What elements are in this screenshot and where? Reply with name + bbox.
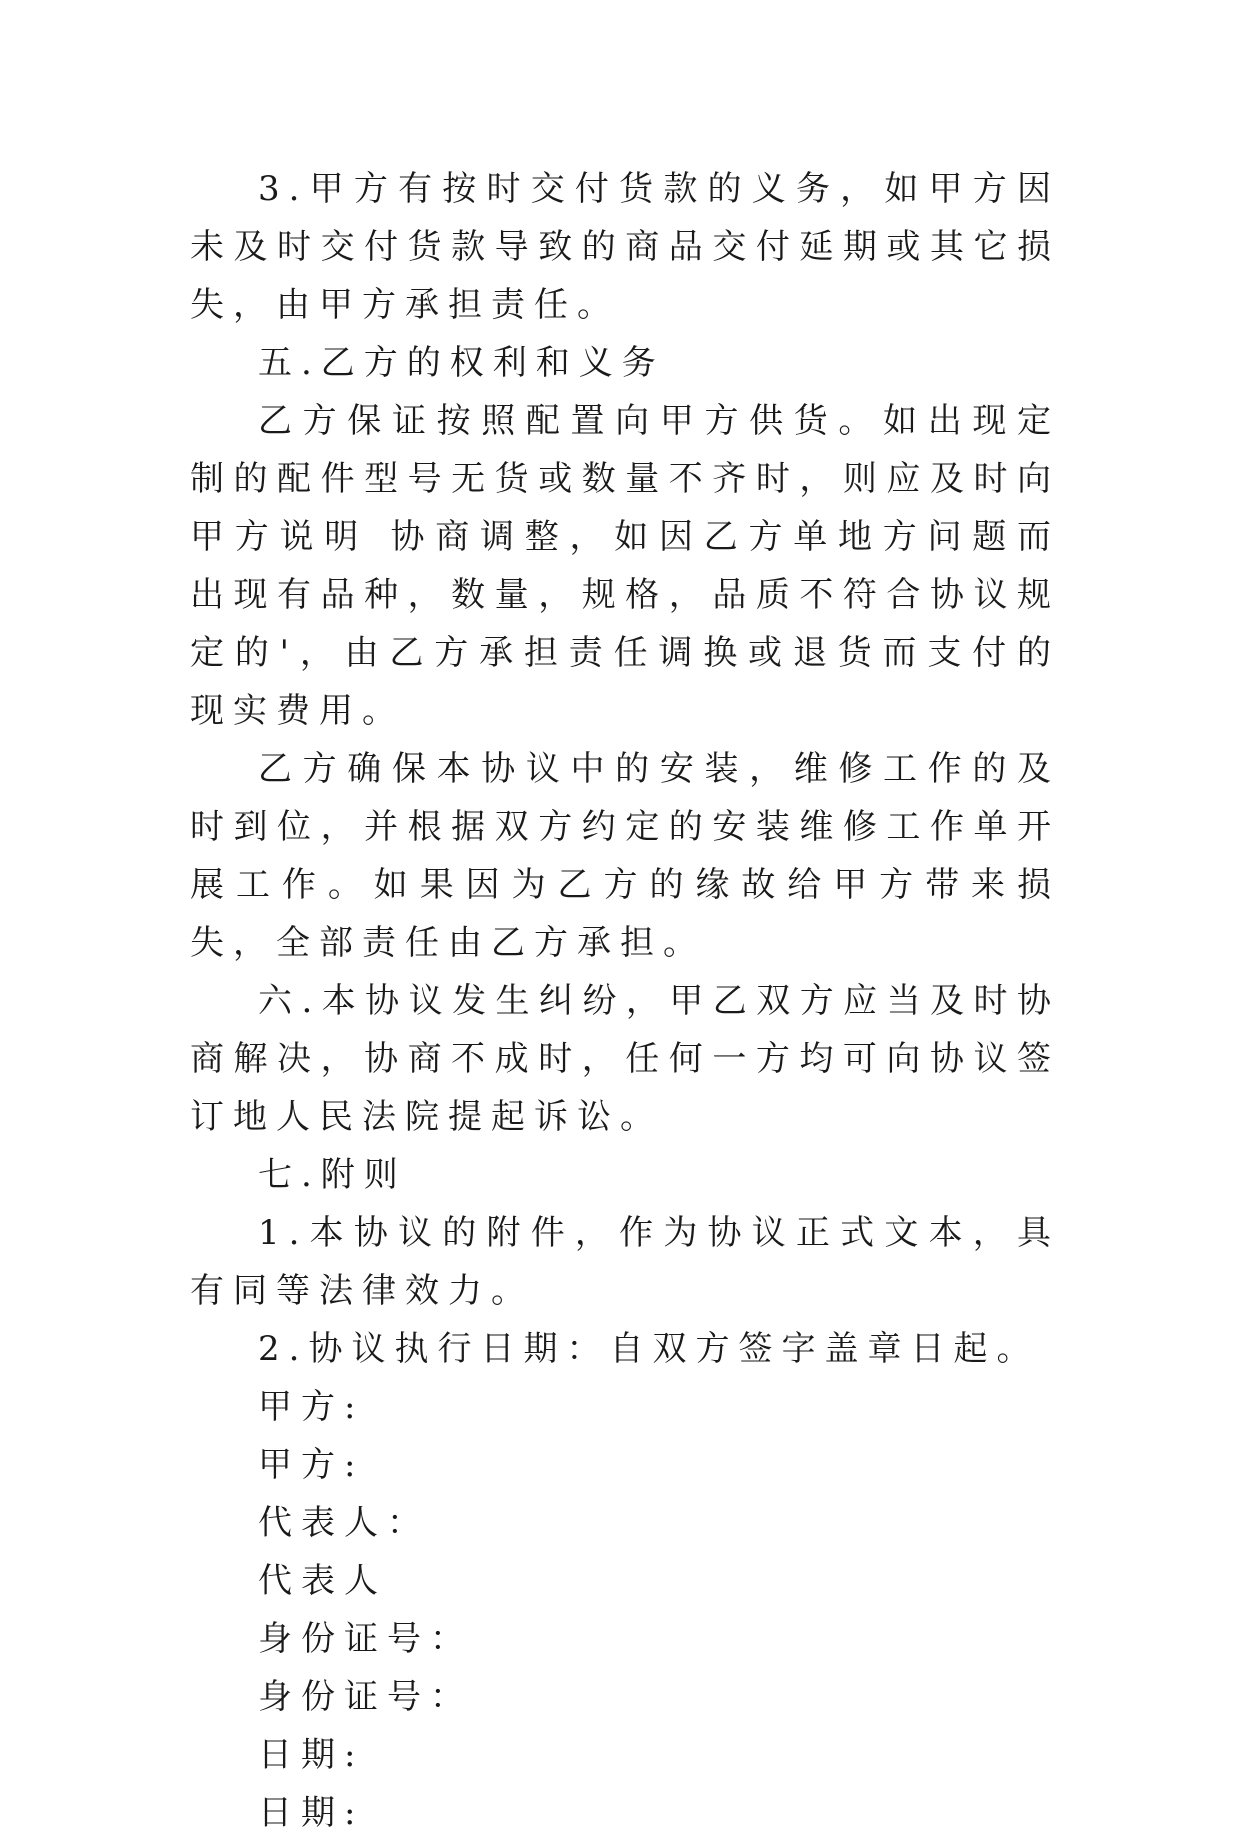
document-body — [190, 160, 1060, 1842]
signature-id-number-label-2: 身份证号： — [258, 1677, 473, 1717]
signature-date-label-2: 日期: — [258, 1793, 365, 1833]
signature-representative-label: 代表人： — [258, 1503, 430, 1543]
section-heading-supplementary: 七.附则 — [258, 1155, 407, 1195]
clause-attachments: 1.本协议的附件，作为协议正式文本，具有同等法律效力。 — [190, 1213, 1060, 1311]
signature-date-label: 日期: — [258, 1735, 365, 1775]
clause-effective-date: 2.协议执行日期：自双方签字盖章日起。 — [258, 1329, 1040, 1369]
signature-party-a-label: 甲方: — [258, 1387, 365, 1427]
clause-party-a-payment: 3.甲方有按时交付货款的义务，如甲方因未及时交付货款导致的商品交付延期或其它损失，由甲方承担责任。 — [190, 169, 1060, 325]
clause-party-b-installation: 乙方确保本协议中的安装，维修工作的及时到位，并根据双方约定的安装维修工作单开展工作。如果因为乙方的缘故给甲方带来损失，全部责任由乙方承担。 — [190, 749, 1060, 963]
signature-id-number-label: 身份证号： — [258, 1619, 473, 1659]
section-heading-party-b-rights: 五.乙方的权利和义务 — [258, 343, 665, 383]
signature-party-a-label-2: 甲方: — [258, 1445, 365, 1485]
clause-dispute-resolution: 六.本协议发生纠纷，甲乙双方应当及时协商解决，协商不成时，任何一方均可向协议签订地人民法院提起诉讼。 — [190, 981, 1060, 1137]
signature-representative-label-2: 代表人 — [258, 1561, 387, 1601]
clause-party-b-supply: 乙方保证按照配置向甲方供货。如出现定制的配件型号无货或数量不齐时，则应及时向甲方说明 协商调整，如因乙方单地方问题而出现有品种，数量，规格，品质不符合协议规定的'，由乙方承担责任调换或退货而支付的现实费用。 — [190, 401, 1060, 731]
